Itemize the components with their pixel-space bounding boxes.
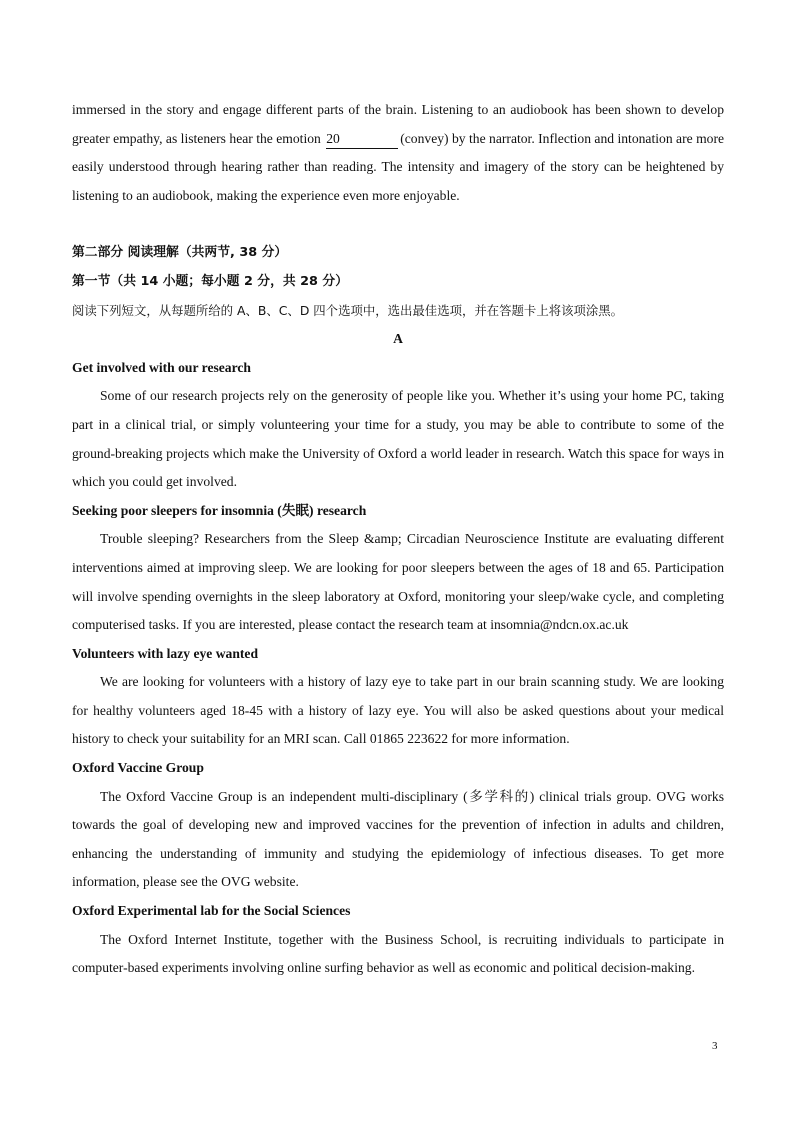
instructions: 阅读下列短文，从每题所给的 A、B、C、D 四个选项中，选出最佳选项，并在答题卡上将该项涂黑。 [72, 302, 624, 318]
passage-label: A [393, 331, 403, 347]
block-body-experimental-lab: The Oxford Internet Institute, together with the Business School, is recruiting individuals to participate in computer-based experiments involving online surfing behavior as well as economic and political decision-making. [72, 931, 724, 976]
spacer [72, 210, 724, 239]
block-heading-experimental-lab: Oxford Experimental lab for the Social Sciences [72, 903, 351, 919]
block-heading-insomnia: Seeking poor sleepers for insomnia (失眠) research [72, 502, 367, 518]
block-heading-lazy-eye: Volunteers with lazy eye wanted [72, 645, 259, 661]
subsection-title: 第一节（共 14 小题；每小题 2 分，共 28 分） [72, 273, 349, 289]
block-body-insomnia: Trouble sleeping? Researchers from the Sleep &amp; Circadian Neuroscience Institute are evaluating different interventions aimed at improving sleep. We are looking for poor sleepers between the ages of 18 and 65. Participation will involve spending overnights in the sleep laboratory at Oxford, monitoring your sleep/wake cycle, and completing computerised tasks. If you are interested, please contact the research team at insomnia@ndcn.ox.ac.uk [72, 531, 724, 633]
block-heading-vaccine-group: Oxford Vaccine Group [72, 760, 204, 776]
section-title: 第二部分 阅读理解（共两节, 38 分） [72, 245, 288, 261]
answer-blank-20: 20 [326, 130, 398, 149]
intro-paragraph [72, 96, 724, 210]
block-body-vaccine-group: The Oxford Vaccine Group is an independent multi-disciplinary (多学科的) clinical trials group. OVG works towards the goal of developing new and improved vaccines for the prevention of infection in adults and children, enhancing the understanding of immunity and studying the epidemiology of infectious diseases. To get more information, please see the OVG website. [72, 788, 724, 890]
block-heading-get-involved: Get involved with our research [72, 359, 251, 375]
document-page [72, 96, 724, 983]
intro-text-a: immersed in the story and engage different parts of the brain. Listening to an audiobook has been shown to develop greater empathy, as listeners hear the emotion [72, 102, 724, 146]
block-body-lazy-eye: We are looking for volunteers with a history of lazy eye to take part in our brain scanning study. We are looking for healthy volunteers aged 18-45 with a history of lazy eye. You will also be asked questions about your medical history to check your suitability for an MRI scan. Call 01865 223622 for more information. [72, 674, 724, 747]
page-number: 3 [712, 1040, 718, 1052]
intro-text-b: (convey) by the narrator. Inflection and intonation are more easily understood through hearing rather than reading. The intensity and imagery of the story can be heightened by listening to an audiobook, making the experience even more enjoyable. [72, 130, 724, 203]
block-body-get-involved: Some of our research projects rely on the generosity of people like you. Whether it’s using your home PC, taking part in a clinical trial, or simply volunteering your time for a study, you may be able to contribute to some of the ground-breaking projects which make the University of Oxford a world leader in research. Watch this space for ways in which you could get involved. [72, 388, 724, 490]
